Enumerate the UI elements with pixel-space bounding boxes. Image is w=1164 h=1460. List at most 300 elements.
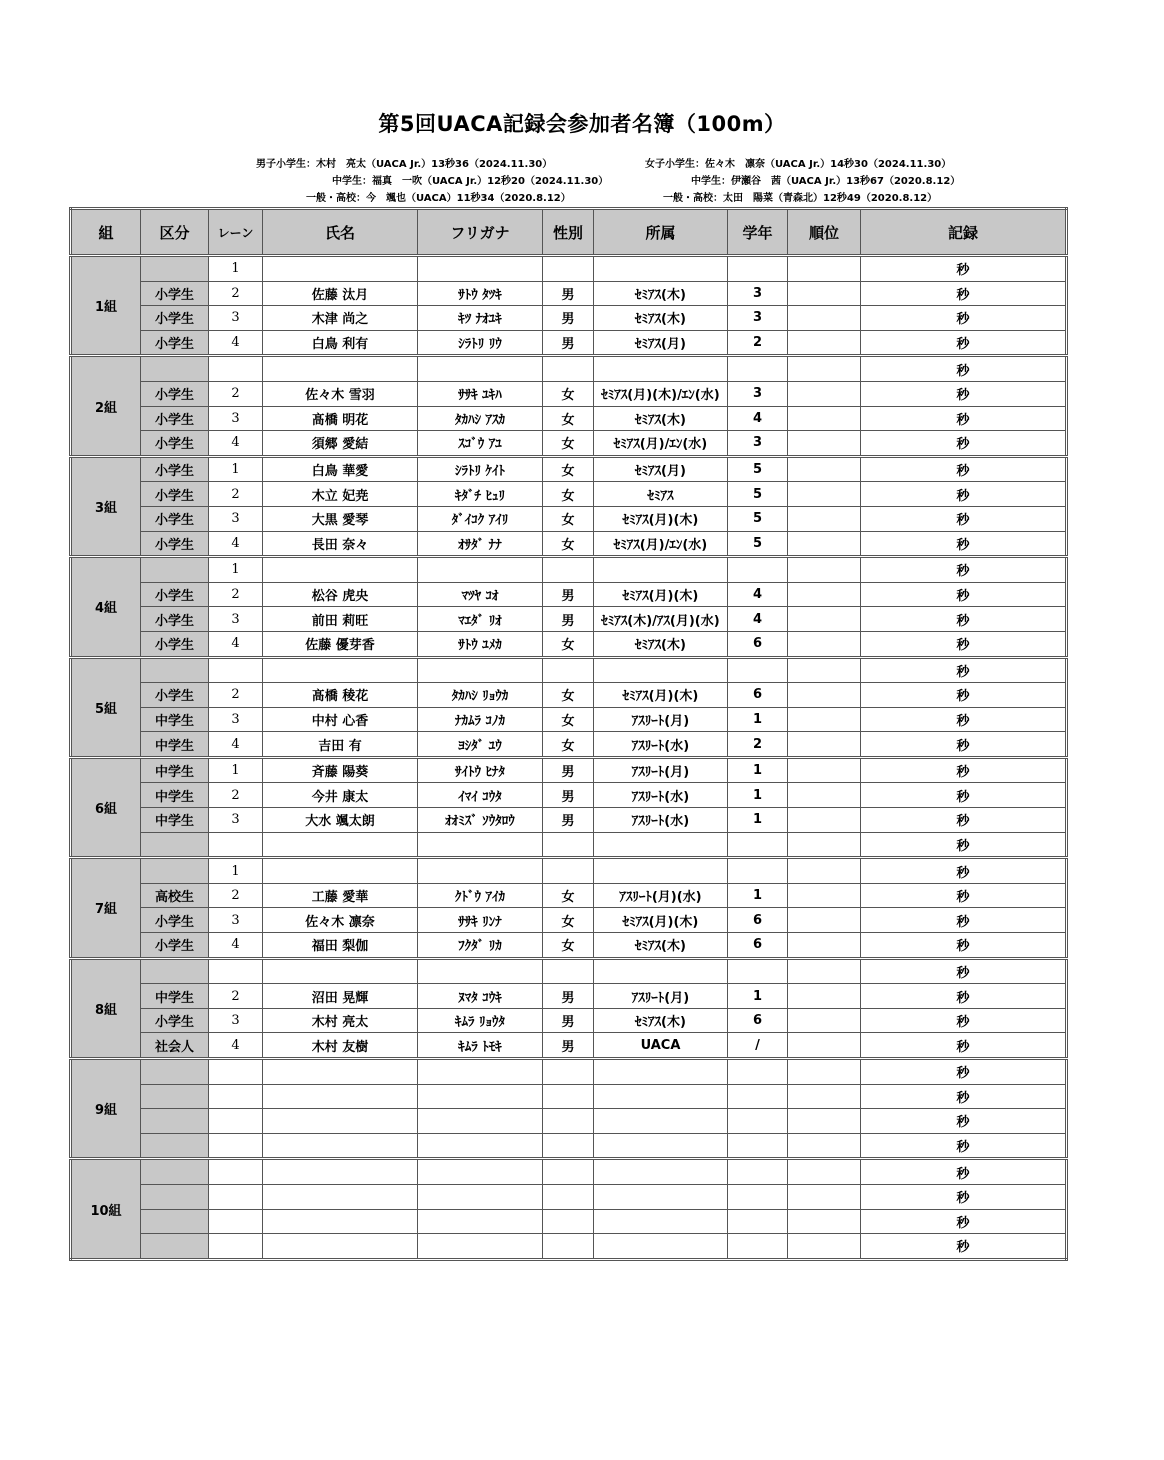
rank-cell [788,933,861,959]
table-row [71,256,1067,282]
furigana-cell [418,256,543,282]
record-cell: 秒 [861,406,1067,431]
sex-cell [543,958,594,984]
affiliation-cell: ｾﾐｱｽ(木) [594,281,728,306]
table-row [71,958,1067,984]
col-header-affiliation: 所属 [594,209,728,256]
lane-cell: 2 [209,984,263,1009]
division-cell: 小学生 [141,683,209,708]
record-cell: 秒 [861,356,1067,382]
division-cell: 小学生 [141,406,209,431]
name-cell [263,557,418,583]
grade-cell: 3 [728,281,788,306]
lane-cell [209,958,263,984]
grade-cell: / [728,1033,788,1059]
affiliation-cell: ｾﾐｱｽ(月)(木) [594,582,728,607]
record-cell: 秒 [861,1109,1067,1134]
affiliation-cell: ｾﾐｱｽ(木) [594,631,728,657]
group-label: 7組 [71,858,141,958]
affiliation-cell: ｱｽﾘｰﾄ(月) [594,984,728,1009]
affiliation-cell: ｾﾐｱｽ(月) [594,456,728,482]
record-cell: 秒 [861,783,1067,808]
record-cell: 秒 [861,1008,1067,1033]
division-cell [141,356,209,382]
rank-cell [788,582,861,607]
sex-cell [543,1209,594,1234]
division-cell: 小学生 [141,306,209,331]
rank-cell [788,256,861,282]
record-cell: 秒 [861,1059,1067,1085]
rank-cell [788,1159,861,1185]
lane-cell: 4 [209,1033,263,1059]
lane-cell: 3 [209,707,263,732]
division-cell: 中学生 [141,783,209,808]
record-cell: 秒 [861,1084,1067,1109]
affiliation-cell: ｱｽﾘｰﾄ(水) [594,783,728,808]
lane-cell: 2 [209,582,263,607]
name-cell [263,958,418,984]
name-cell: 松谷 虎央 [263,582,418,607]
record-cell: 秒 [861,933,1067,959]
furigana-cell [418,1159,543,1185]
affiliation-cell: ｱｽﾘｰﾄ(水) [594,732,728,758]
name-cell: 白鳥 利有 [263,330,418,356]
name-cell: 今井 康太 [263,783,418,808]
record-cell: 秒 [861,531,1067,557]
division-cell: 小学生 [141,506,209,531]
rank-cell [788,1033,861,1059]
furigana-cell: ｼﾗﾄﾘ ｹｲﾄ [418,456,543,482]
grade-cell: 5 [728,482,788,507]
record-line: 一般・高校：今 颯也（UACA）11秒34（2020.8.12） [306,193,571,204]
name-cell [263,657,418,683]
division-cell [141,1184,209,1209]
lane-cell: 1 [209,757,263,783]
sex-cell: 男 [543,281,594,306]
lane-cell [209,832,263,858]
table-row [71,883,1067,908]
lane-cell: 1 [209,256,263,282]
grade-cell: 5 [728,531,788,557]
affiliation-cell [594,557,728,583]
lane-cell: 4 [209,732,263,758]
lane-cell: 1 [209,557,263,583]
lane-cell [209,657,263,683]
furigana-cell: ｵｵﾐｽﾞ ｿｳﾀﾛｳ [418,808,543,833]
affiliation-cell: ｾﾐｱｽ(木) [594,406,728,431]
grade-cell: 6 [728,631,788,657]
name-cell: 木村 友樹 [263,1033,418,1059]
sex-cell: 男 [543,306,594,331]
col-header-sex: 性別 [543,209,594,256]
lane-cell: 2 [209,783,263,808]
name-cell [263,256,418,282]
rank-cell [788,683,861,708]
table-row [71,431,1067,457]
record-cell: 秒 [861,958,1067,984]
affiliation-cell: ｾﾐｱｽ [594,482,728,507]
furigana-cell [418,356,543,382]
sex-cell: 女 [543,631,594,657]
sex-cell [543,1184,594,1209]
affiliation-cell [594,858,728,884]
division-cell [141,256,209,282]
grade-cell [728,1084,788,1109]
name-cell: 前田 莉旺 [263,607,418,632]
table-row [71,582,1067,607]
grade-cell [728,356,788,382]
group-label: 2組 [71,356,141,456]
table-row [71,356,1067,382]
grade-cell: 1 [728,883,788,908]
sex-cell: 男 [543,783,594,808]
group-label: 5組 [71,657,141,757]
grade-cell: 2 [728,330,788,356]
lane-cell: 2 [209,281,263,306]
table-row [71,1159,1067,1185]
division-cell: 小学生 [141,607,209,632]
sex-cell: 男 [543,607,594,632]
lane-cell: 4 [209,531,263,557]
name-cell [263,1209,418,1234]
lane-cell: 4 [209,330,263,356]
furigana-cell [418,1209,543,1234]
rank-cell [788,330,861,356]
rank-cell [788,1209,861,1234]
table-row [71,531,1067,557]
record-cell: 秒 [861,1133,1067,1159]
grade-cell [728,1133,788,1159]
lane-cell [209,1234,263,1260]
record-cell: 秒 [861,431,1067,457]
sex-cell: 女 [543,456,594,482]
grade-cell [728,1059,788,1085]
name-cell: 髙橋 明花 [263,406,418,431]
lane-cell: 2 [209,381,263,406]
name-cell: 木立 妃尭 [263,482,418,507]
division-cell [141,657,209,683]
record-cell: 秒 [861,306,1067,331]
table-row [71,1059,1067,1085]
grade-cell: 1 [728,783,788,808]
record-line: 男子小学生：木村 亮太（UACA Jr.）13秒36（2024.11.30） [256,159,553,170]
division-cell: 小学生 [141,330,209,356]
record-cell: 秒 [861,456,1067,482]
lane-cell: 3 [209,607,263,632]
rank-cell [788,1133,861,1159]
grade-cell: 4 [728,406,788,431]
col-header-furigana: フリガナ [418,209,543,256]
lane-cell: 4 [209,933,263,959]
division-cell: 小学生 [141,582,209,607]
name-cell: 佐々木 凛奈 [263,908,418,933]
sex-cell [543,858,594,884]
furigana-cell: ｷﾑﾗ ﾄﾓｷ [418,1033,543,1059]
name-cell [263,832,418,858]
furigana-cell [418,1059,543,1085]
lane-cell [209,356,263,382]
rank-cell [788,883,861,908]
furigana-cell: ｻｻｷ ﾕｷﾊ [418,381,543,406]
lane-cell [209,1184,263,1209]
group-label: 6組 [71,757,141,857]
name-cell: 中村 心香 [263,707,418,732]
group-label: 4組 [71,557,141,657]
furigana-cell: ｷﾀﾞﾁ ﾋｭﾘ [418,482,543,507]
grade-cell [728,1234,788,1260]
division-cell [141,1084,209,1109]
division-cell [141,557,209,583]
affiliation-cell [594,1059,728,1085]
col-header-name: 氏名 [263,209,418,256]
division-cell: 小学生 [141,281,209,306]
table-row [71,1133,1067,1159]
lane-cell: 3 [209,506,263,531]
col-header-group: 組 [71,209,141,256]
affiliation-cell [594,1133,728,1159]
lane-cell [209,1059,263,1085]
lane-cell: 3 [209,406,263,431]
division-cell [141,958,209,984]
name-cell [263,1084,418,1109]
table-row [71,732,1067,758]
grade-cell [728,256,788,282]
roster-body [71,256,1067,1260]
grade-cell [728,1109,788,1134]
record-cell: 秒 [861,832,1067,858]
record-cell: 秒 [861,808,1067,833]
table-row [71,707,1067,732]
lane-cell [209,1209,263,1234]
furigana-cell: ｽｺﾞｳ ｱﾕ [418,431,543,457]
table-row [71,657,1067,683]
table-row [71,330,1067,356]
rank-cell [788,431,861,457]
affiliation-cell: ｾﾐｱｽ(木) [594,1008,728,1033]
table-row [71,933,1067,959]
record-cell: 秒 [861,908,1067,933]
rank-cell [788,732,861,758]
name-cell: 佐々木 雪羽 [263,381,418,406]
name-cell: 工藤 愛華 [263,883,418,908]
division-cell: 小学生 [141,482,209,507]
grade-cell [728,657,788,683]
name-cell: 吉田 有 [263,732,418,758]
sex-cell [543,832,594,858]
grade-cell: 4 [728,607,788,632]
furigana-cell: ｵｻﾀﾞ ﾅﾅ [418,531,543,557]
col-header-grade: 学年 [728,209,788,256]
table-row [71,506,1067,531]
record-cell: 秒 [861,557,1067,583]
rank-cell [788,531,861,557]
sex-cell [543,557,594,583]
rank-cell [788,808,861,833]
group-label: 3組 [71,456,141,556]
furigana-cell: ﾅｶﾑﾗ ｺﾉｶ [418,707,543,732]
affiliation-cell [594,1234,728,1260]
rank-cell [788,958,861,984]
rank-cell [788,607,861,632]
affiliation-cell: UACA [594,1033,728,1059]
sex-cell: 女 [543,883,594,908]
rank-cell [788,281,861,306]
table-row [71,306,1067,331]
lane-cell: 2 [209,883,263,908]
affiliation-cell [594,958,728,984]
grade-cell: 1 [728,808,788,833]
table-row [71,808,1067,833]
furigana-cell: ｻｲﾄｳ ﾋﾅﾀ [418,757,543,783]
page-title: 第5回UACA記録会参加者名簿（100m） [378,112,786,136]
division-cell [141,1234,209,1260]
furigana-cell [418,1234,543,1260]
lane-cell: 1 [209,858,263,884]
sex-cell [543,657,594,683]
furigana-cell: ｻｻｷ ﾘﾝﾅ [418,908,543,933]
rank-cell [788,1084,861,1109]
rank-cell [788,631,861,657]
furigana-cell [418,858,543,884]
grade-cell: 1 [728,707,788,732]
rank-cell [788,306,861,331]
name-cell: 佐藤 優芽香 [263,631,418,657]
division-cell [141,832,209,858]
grade-cell: 2 [728,732,788,758]
table-row [71,631,1067,657]
affiliation-cell [594,657,728,683]
affiliation-cell: ｾﾐｱｽ(木)/ｱｽ(月)(水) [594,607,728,632]
affiliation-cell: ｾﾐｱｽ(月)(木) [594,683,728,708]
rank-cell [788,506,861,531]
table-row [71,406,1067,431]
grade-cell: 3 [728,431,788,457]
sex-cell: 女 [543,707,594,732]
rank-cell [788,406,861,431]
division-cell [141,858,209,884]
division-cell: 小学生 [141,908,209,933]
lane-cell [209,1133,263,1159]
division-cell: 社会人 [141,1033,209,1059]
name-cell: 沼田 晃輝 [263,984,418,1009]
division-cell [141,1059,209,1085]
sex-cell [543,1059,594,1085]
division-cell [141,1109,209,1134]
name-cell: 大水 颯太朗 [263,808,418,833]
sex-cell: 男 [543,582,594,607]
record-cell: 秒 [861,858,1067,884]
affiliation-cell: ｱｽﾘｰﾄ(水) [594,808,728,833]
name-cell: 須郷 愛結 [263,431,418,457]
record-line: 中学生：福真 一吹（UACA Jr.）12秒20（2024.11.30） [332,176,609,187]
grade-cell [728,832,788,858]
sex-cell: 男 [543,330,594,356]
lane-cell [209,1109,263,1134]
record-cell: 秒 [861,256,1067,282]
record-cell: 秒 [861,607,1067,632]
sex-cell: 女 [543,381,594,406]
rank-cell [788,356,861,382]
record-cell: 秒 [861,631,1067,657]
table-row [71,1109,1067,1134]
sex-cell [543,1133,594,1159]
rank-cell [788,1059,861,1085]
name-cell: 髙橋 稜花 [263,683,418,708]
lane-cell: 2 [209,482,263,507]
sex-cell: 男 [543,984,594,1009]
name-cell: 白鳥 華愛 [263,456,418,482]
col-header-division: 区分 [141,209,209,256]
sex-cell: 女 [543,406,594,431]
record-cell: 秒 [861,582,1067,607]
table-row [71,381,1067,406]
furigana-cell: ﾇﾏﾀ ｺｳｷ [418,984,543,1009]
name-cell [263,356,418,382]
col-header-rank: 順位 [788,209,861,256]
affiliation-cell [594,1184,728,1209]
table-row [71,908,1067,933]
division-cell: 中学生 [141,808,209,833]
affiliation-cell: ｱｽﾘｰﾄ(月) [594,707,728,732]
lane-cell: 3 [209,1008,263,1033]
grade-cell: 3 [728,306,788,331]
furigana-cell [418,1109,543,1134]
lane-cell: 1 [209,456,263,482]
roster-table [69,207,1068,1261]
grade-cell: 3 [728,381,788,406]
furigana-cell [418,1184,543,1209]
table-row [71,683,1067,708]
name-cell [263,1234,418,1260]
table-row [71,1008,1067,1033]
name-cell: 木村 亮太 [263,1008,418,1033]
division-cell: 小学生 [141,933,209,959]
table-row [71,1234,1067,1260]
grade-cell: 4 [728,582,788,607]
record-cell: 秒 [861,1209,1067,1234]
group-label: 8組 [71,958,141,1058]
grade-cell: 6 [728,933,788,959]
rank-cell [788,783,861,808]
table-row [71,557,1067,583]
sex-cell: 男 [543,808,594,833]
affiliation-cell: ｾﾐｱｽ(月)(木) [594,506,728,531]
affiliation-cell: ｾﾐｱｽ(月)(木)/ｴﾝ(水) [594,381,728,406]
division-cell [141,1209,209,1234]
division-cell: 小学生 [141,381,209,406]
division-cell: 小学生 [141,1008,209,1033]
affiliation-cell [594,1209,728,1234]
furigana-cell: ｷﾂ ﾅｵﾕｷ [418,306,543,331]
lane-cell [209,1159,263,1185]
affiliation-cell [594,1159,728,1185]
furigana-cell [418,1084,543,1109]
record-cell: 秒 [861,883,1067,908]
rank-cell [788,858,861,884]
table-row [71,832,1067,858]
record-cell: 秒 [861,281,1067,306]
furigana-cell: ﾀｶﾊｼ ﾘｮｳｶ [418,683,543,708]
lane-cell: 3 [209,908,263,933]
rank-cell [788,1008,861,1033]
furigana-cell: ｻﾄｳ ﾀﾂｷ [418,281,543,306]
table-row [71,858,1067,884]
name-cell [263,1133,418,1159]
sex-cell [543,256,594,282]
sex-cell: 男 [543,1033,594,1059]
name-cell [263,1109,418,1134]
name-cell: 大黒 愛琴 [263,506,418,531]
